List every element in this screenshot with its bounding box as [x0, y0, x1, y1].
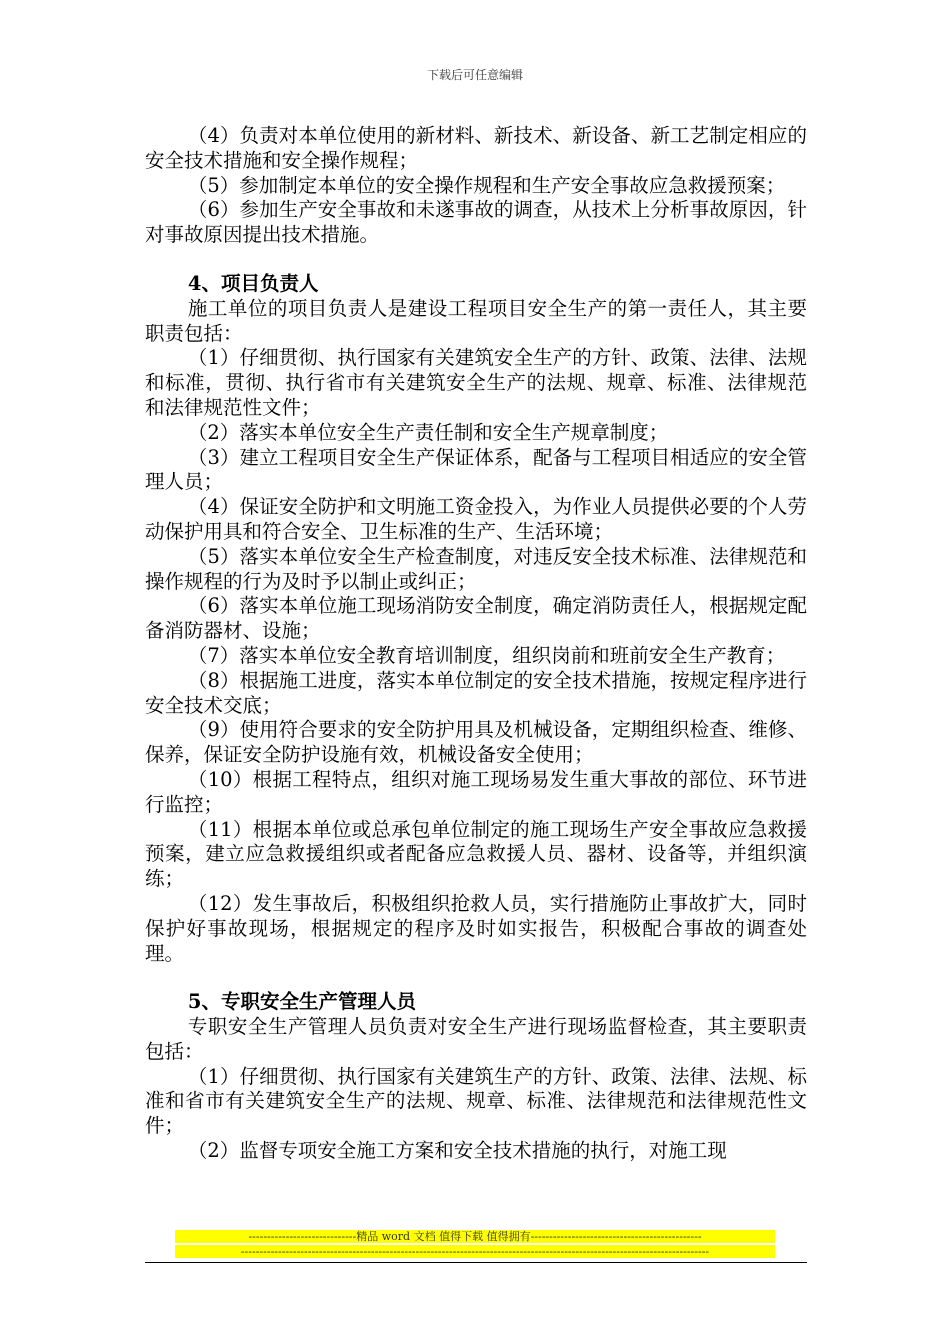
paragraph: （9）使用符合要求的安全防护用具及机械设备，定期组织检查、维修、保养，保证安全防护设施有效，机械设备安全使用；: [145, 718, 807, 767]
footer-watermark-line: -----------------------------精品 word 文档 值得下载 值得拥有----------------------------------------------: [175, 1230, 775, 1243]
section-heading: 4、项目负责人: [187, 271, 319, 295]
footer-dash-line: ------------------------------------------------------------------------------------------------------------------------------: [175, 1245, 775, 1258]
paragraph: （12）发生事故后，积极组织抢救人员，实行措施防止事故扩大，同时保护好事故现场，根据规定的程序及时如实报告，积极配合事故的调查处理。: [145, 891, 807, 965]
paragraph: （1）仔细贯彻、执行国家有关建筑安全生产的方针、政策、法律、法规和标准，贯彻、执行省市有关建筑安全生产的法规、规章、标准、法律规范和法律规范性文件；: [145, 346, 807, 419]
paragraph: （4）保证安全防护和文明施工资金投入，为作业人员提供必要的个人劳动保护用具和符合安全、卫生标准的生产、生活环境；: [145, 495, 807, 543]
paragraph: （2）监督专项安全施工方案和安全技术措施的执行，对施工现: [187, 1139, 727, 1163]
paragraph: （10）根据工程特点，组织对施工现场易发生重大事故的部位、环节进行监控；: [145, 767, 807, 816]
footer-rule: [145, 1262, 807, 1263]
paragraph: （5）落实本单位安全生产检查制度，对违反安全技术标准、法律规范和操作规程的行为及时予以制止或纠正；: [145, 544, 807, 593]
paragraph: （7）落实本单位安全教育培训制度，组织岗前和班前安全生产教育；: [187, 643, 786, 667]
paragraph: 专职安全生产管理人员负责对安全生产进行现场监督检查，其主要职责包括：: [145, 1015, 807, 1063]
paragraph: （6）落实本单位施工现场消防安全制度，确定消防责任人，根据规定配备消防器材、设施；: [145, 594, 807, 643]
paragraph: 施工单位的项目负责人是建设工程项目安全生产的第一责任人，其主要职责包括：: [145, 296, 807, 345]
section-heading: 5、专职安全生产管理人员: [187, 990, 416, 1014]
paragraph: （5）参加制定本单位的安全操作规程和生产安全事故应急救援预案；: [187, 173, 786, 197]
paragraph: （8）根据施工进度，落实本单位制定的安全技术措施，按规定程序进行安全技术交底；: [145, 668, 807, 717]
paragraph: （11）根据本单位或总承包单位制定的施工现场生产安全事故应急救援预案，建立应急救援组织或者配备应急救援人员、器材、设备等，并组织演练；: [145, 817, 807, 891]
paragraph: （3）建立工程项目安全生产保证体系，配备与工程项目相适应的安全管理人员；: [145, 445, 807, 494]
paragraph: （2）落实本单位安全生产责任制和安全生产规章制度；: [187, 420, 669, 444]
document-body: [145, 124, 807, 1164]
page-header: 下载后可任意编辑: [426, 68, 523, 82]
paragraph: （6）参加生产安全事故和未遂事故的调查，从技术上分析事故原因，针对事故原因提出技术措施。: [145, 198, 807, 247]
paragraph: （4）负责对本单位使用的新材料、新技术、新设备、新工艺制定相应的安全技术措施和安全操作规程；: [145, 124, 807, 172]
paragraph: （1）仔细贯彻、执行国家有关建筑生产的方针、政策、法律、法规、标准和省市有关建筑安全生产的法规、规章、标准、法律规范和法律规范性文件；: [145, 1064, 807, 1138]
